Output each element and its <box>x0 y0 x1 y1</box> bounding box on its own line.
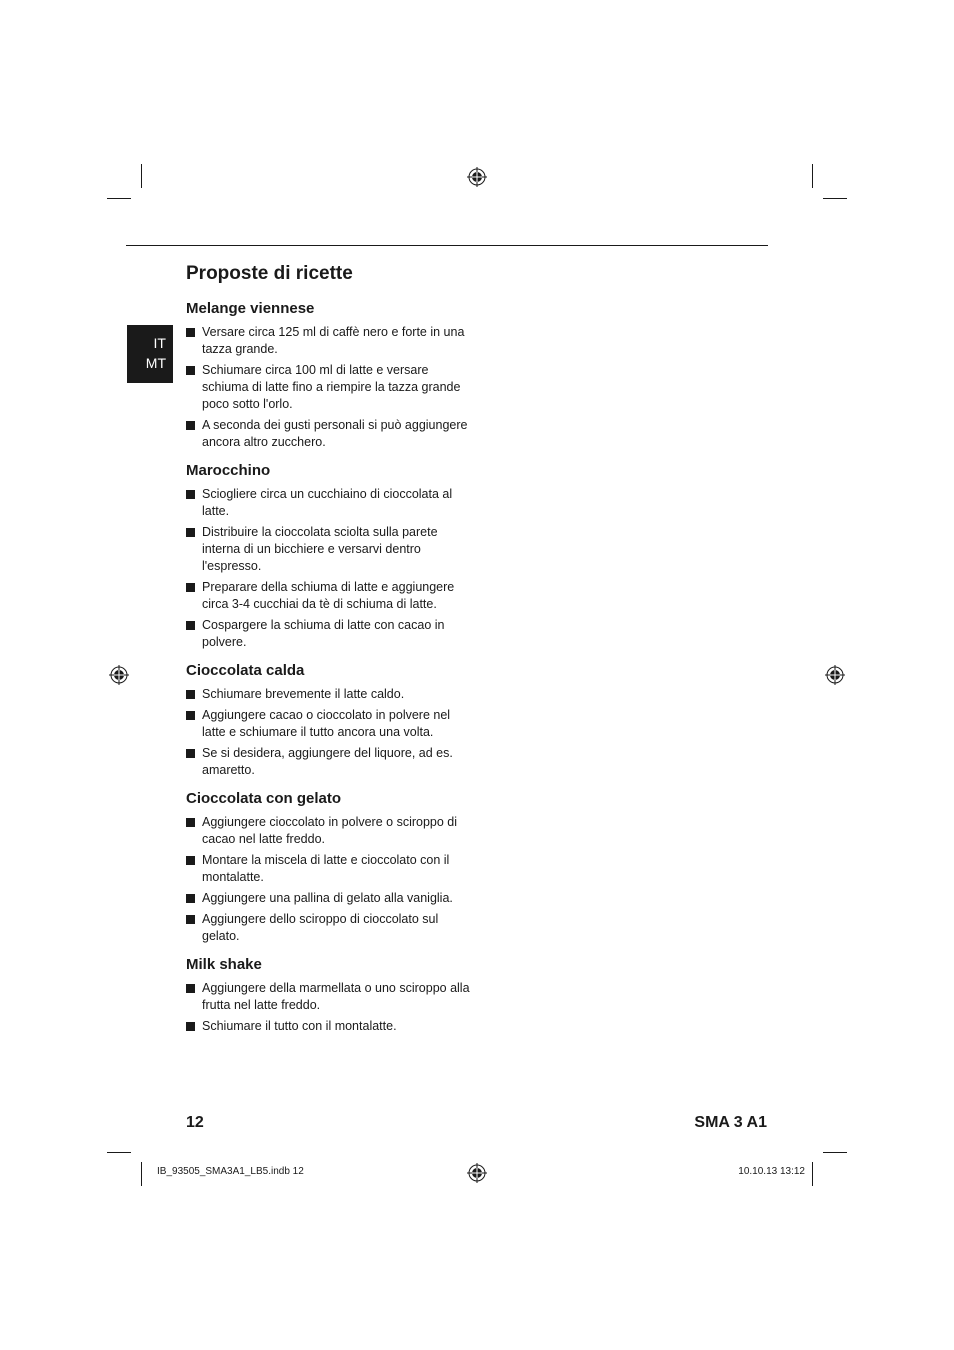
crop-mark <box>812 164 813 188</box>
recipe-section <box>186 662 476 779</box>
list-item: Distribuire la cioccolata sciolta sulla parete interna di un bicchiere e versarvi dentro l'espresso. <box>186 524 476 575</box>
page-title: Proposte di ricette <box>186 263 353 284</box>
recipe-heading: Melange viennese <box>186 300 315 317</box>
list-item: Aggiungere cacao o cioccolato in polvere nel latte e schiumare il tutto ancora una volta. <box>186 707 476 741</box>
language-code: MT <box>145 355 166 371</box>
list-item: Schiumare il tutto con il montalatte. <box>186 1018 476 1035</box>
crop-mark <box>141 164 142 188</box>
list-item: Versare circa 125 ml di caffè nero e forte in una tazza grande. <box>186 324 476 358</box>
list-item: Aggiungere dello sciroppo di cioccolato sul gelato. <box>186 911 476 945</box>
list-item: Se si desidera, aggiungere del liquore, ad es. amaretto. <box>186 745 476 779</box>
recipe-steps <box>186 814 476 945</box>
list-item: Preparare della schiuma di latte e aggiungere circa 3-4 cucchiai da tè di schiuma di latte. <box>186 579 476 613</box>
list-item: Aggiungere della marmellata o uno sciroppo alla frutta nel latte freddo. <box>186 980 476 1014</box>
list-item: Cospargere la schiuma di latte con cacao in polvere. <box>186 617 476 651</box>
crop-mark <box>141 1162 142 1186</box>
crop-mark <box>107 198 131 199</box>
recipe-steps <box>186 980 476 1035</box>
crop-mark <box>823 1152 847 1153</box>
recipe-heading: Cioccolata con gelato <box>186 790 342 807</box>
recipe-heading: Cioccolata calda <box>186 662 305 679</box>
crop-mark <box>107 1152 131 1153</box>
registration-mark-icon <box>109 665 129 685</box>
slug-datetime: 10.10.13 13:12 <box>738 1166 805 1177</box>
recipe-sections <box>186 300 476 1035</box>
list-item: Aggiungere una pallina di gelato alla vaniglia. <box>186 890 476 907</box>
model-name: SMA 3 A1 <box>694 1114 767 1131</box>
registration-mark-icon <box>825 665 845 685</box>
registration-mark-icon <box>467 167 487 187</box>
recipe-steps <box>186 486 476 651</box>
recipe-section <box>186 462 476 651</box>
recipe-section <box>186 300 476 451</box>
language-tab <box>127 325 173 383</box>
crop-mark <box>823 198 847 199</box>
list-item: Aggiungere cioccolato in polvere o sciroppo di cacao nel latte freddo. <box>186 814 476 848</box>
list-item: A seconda dei gusti personali si può aggiungere ancora altro zucchero. <box>186 417 476 451</box>
recipe-heading: Milk shake <box>186 956 262 973</box>
registration-mark-icon <box>467 1163 487 1183</box>
list-item: Schiumare circa 100 ml di latte e versare schiuma di latte fino a riempire la tazza grande poco sotto l'orlo. <box>186 362 476 413</box>
list-item: Schiumare brevemente il latte caldo. <box>186 686 476 703</box>
list-item: Sciogliere circa un cucchiaino di cioccolata al latte. <box>186 486 476 520</box>
page-number: 12 <box>186 1114 204 1131</box>
crop-mark <box>812 1162 813 1186</box>
recipe-steps <box>186 324 476 451</box>
list-item: Montare la miscela di latte e cioccolato con il montalatte. <box>186 852 476 886</box>
recipe-steps <box>186 686 476 779</box>
recipe-section <box>186 790 476 945</box>
language-code: IT <box>153 335 166 351</box>
recipe-heading: Marocchino <box>186 462 271 479</box>
recipe-section <box>186 956 476 1035</box>
slug-file: IB_93505_SMA3A1_LB5.indb 12 <box>157 1166 304 1177</box>
header-rule <box>126 245 768 246</box>
recipes-content <box>186 262 476 1046</box>
